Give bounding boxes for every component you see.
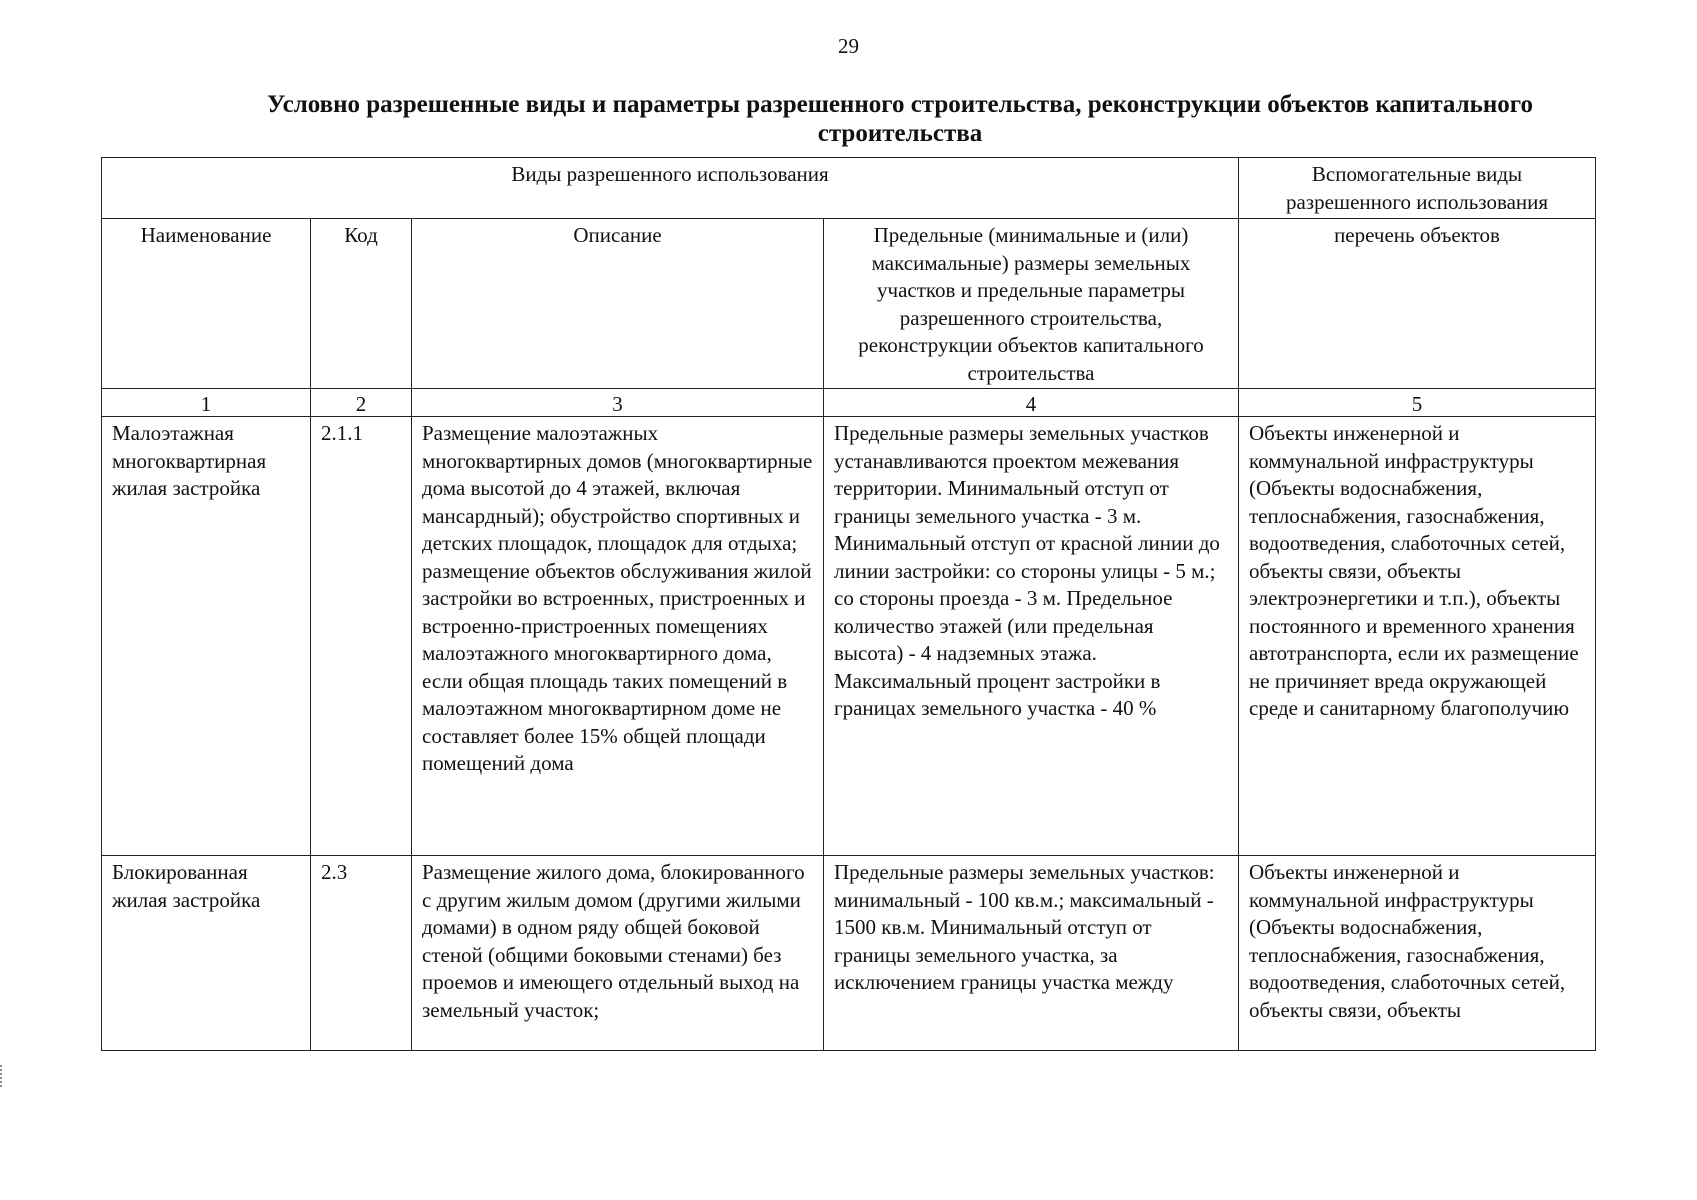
row-auxiliary: Объекты инженерной и коммунальной инфраструктуры (Объекты водоснабжения, теплоснабжения, газоснабжения, водоотведения, слаботочных сетей, объекты связи, объекты электроэнергетики и т.п.), объекты постоянного и временного хранения автотранспорта, если их размещение не причиняет вреда окружающей среде и санитарному благополучию [1239, 417, 1596, 856]
row-name: Малоэтажная многоквартирная жилая застройка [102, 417, 311, 856]
row-code: 2.1.1 [311, 417, 412, 856]
column-number: 1 [102, 389, 311, 417]
column-header-objects: перечень объектов [1239, 219, 1596, 389]
row-description: Размещение малоэтажных многоквартирных домов (многоквартирные дома высотой до 4 этажей, включая мансардный); обустройство спортивных и детских площадок, площадок для отдыха; размещение объектов обслуживания жилой застройки во встроенных, пристроенных и встроенно-пристроенных помещениях малоэтажного многоквартирного дома, если общая площадь таких помещений в малоэтажном многоквартирном доме не составляет более 15% общей площади помещений дома [412, 417, 824, 856]
row-parameters: Предельные размеры земельных участков: минимальный - 100 кв.м.; максимальный - 1500 кв.м. Минимальный отступ от границы земельного участка, за исключением границы участка между [824, 856, 1239, 1051]
column-header-row [102, 219, 1596, 389]
page-number: 29 [838, 34, 859, 58]
group-header-main: Виды разрешенного использования [102, 158, 1239, 219]
document-title: Условно разрешенные виды и параметры разрешенного строительства, реконструкции объектов капитального строительства [266, 91, 1534, 147]
row-name: Блокированная жилая застройка [102, 856, 311, 1051]
column-number: 4 [824, 389, 1239, 417]
row-parameters: Предельные размеры земельных участков устанавливаются проектом межевания территории. Минимальный отступ от границы земельного участка - 3 м. Минимальный отступ от красной линии до линии застройки: со стороны улицы - 5 м.; со стороны проезда - 3 м. Предельное количество этажей (или предельная высота) - 4 надземных этажа. Максимальный процент застройки в границах земельного участка - 40 % [824, 417, 1239, 856]
column-header-parameters: Предельные (минимальные и (или) максимальные) размеры земельных участков и предельные параметры разрешенного строительства, реконструкции объектов капитального строительства [824, 219, 1239, 389]
row-auxiliary: Объекты инженерной и коммунальной инфраструктуры (Объекты водоснабжения, теплоснабжения, газоснабжения, водоотведения, слаботочных сетей, объекты связи, объекты [1239, 856, 1596, 1051]
row-code: 2.3 [311, 856, 412, 1051]
column-header-code: Код [311, 219, 412, 389]
column-number: 5 [1239, 389, 1596, 417]
table-row [102, 417, 1596, 856]
column-number: 3 [412, 389, 824, 417]
column-header-name: Наименование [102, 219, 311, 389]
row-description: Размещение жилого дома, блокированного с другим жилым домом (другими жилыми домами) в одном ряду общей боковой стеной (общими боковыми стенами) без проемов и имеющего отдельный выход на земельный участок; [412, 856, 824, 1051]
group-header-row [102, 158, 1596, 219]
column-number: 2 [311, 389, 412, 417]
group-header-aux: Вспомогательные виды разрешенного использования [1239, 158, 1596, 219]
scan-edge-marks [0, 1065, 6, 1087]
column-number-row [102, 389, 1596, 417]
permitted-use-table [101, 157, 1596, 1051]
column-header-description: Описание [412, 219, 824, 389]
table-row [102, 856, 1596, 1051]
